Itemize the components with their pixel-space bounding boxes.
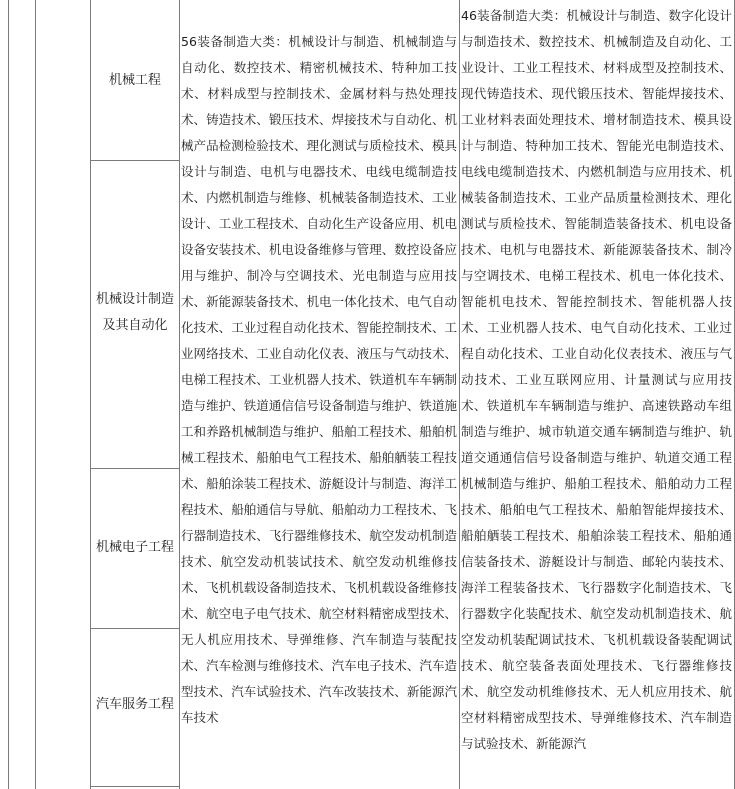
table-border xyxy=(35,0,36,789)
row-divider xyxy=(90,468,180,469)
major-mechanical-design: 机械设计制造及其自动化 xyxy=(95,292,174,333)
new-catalog-text: 46装备制造大类：机械设计与制造、数字化设计与制造技术、数控技术、机械制造及自动化、工业设计、工业工程技术、材料成型及控制技术、现代铸造技术、现代锻压技术、智能焊接技术、工业材料表面处理技术、增材制造技术、模具设计与制造、特种加工技术、智能光电制造技术、电线电缆制造技术、内燃机制造与应用技术、机械装备制造技术、工业产品质量检测技术、理化测试与质检技术、智能制造装备技术、机电设备技术、电机与电器技术、新能源装备技术、制冷与空调技术、电梯工程技术、机电一体化技术、智能机电技术、智能控制技术、智能机器人技术、工业机器人技术、电气自动化技术、工业过程自动化技术、工业自动化仪表技术、液压与气动技术、工业互联网应用、计量测试与应用技术、铁道机车车辆制造与维护、高速铁路动车组制造与维护、城市轨道交通车辆制造与维护、轨道交通通信信号设备制造与维护、轨道交通工程机械制造与维护、船舶工程技术、船舶动力工程技术、船舶电气工程技术、船舶智能焊接技术、船舶舾装工程技术、船舶涂装工程技术、船舶通信装备技术、游艇设计与制造、邮轮内装技术、海洋工程装备技术、飞行器数字化制造技术、飞行器数字化装配技术、航空发动机制造技术、航空发动机装配调试技术、飞机机载设备装配调试技术、航空装备表面处理技术、飞行器维修技术、航空发动机维修技术、无人机应用技术、航空材料精密成型技术、导弹维修技术、汽车制造与试验技术、新能源汽 xyxy=(461,8,732,751)
row-divider xyxy=(90,160,180,161)
row-divider xyxy=(90,628,180,629)
table-border xyxy=(90,0,91,789)
major-auto-service: 汽车服务工程 xyxy=(95,697,174,712)
table-border xyxy=(179,0,180,789)
row-divider xyxy=(90,786,180,787)
major-mechanical-engineering: 机械工程 xyxy=(108,73,161,88)
table-border xyxy=(8,0,9,789)
table-border xyxy=(459,0,460,789)
old-catalog-text: 56装备制造大类：机械设计与制造、机械制造与自动化、数控技术、精密机械技术、特种加工技术、材料成型与控制技术、金属材料与热处理技术、铸造技术、锻压技术、焊接技术与自动化、机械产品检测检验技术、理化测试与质检技术、模具设计与制造、电机与电器技术、电线电缆制造技术、内燃机制造与维修、机械装备制造技术、工业设计、工业工程技术、自动化生产设备应用、机电设备安装技术、机电设备维修与管理、数控设备应用与维护、制冷与空调技术、光电制造与应用技术、新能源装备技术、机电一体化技术、电气自动化技术、工业过程自动化技术、智能控制技术、工业网络技术、工业自动化仪表、液压与气动技术、电梯工程技术、工业机器人技术、铁道机车车辆制造与维护、铁道通信信号设备制造与维护、铁道施工和养路机械制造与维护、船舶工程技术、船舶机械工程技术、船舶电气工程技术、船舶舾装工程技术、船舶涂装工程技术、游艇设计与制造、海洋工程技术、船舶通信与导航、船舶动力工程技术、飞行器制造技术、飞行器维修技术、航空发动机制造技术、航空发动机装试技术、航空发动机维修技术、飞机机载设备制造技术、飞机机载设备维修技术、航空电子电气技术、航空材料精密成型技术、无人机应用技术、导弹维修、汽车制造与装配技术、汽车检测与维修技术、汽车电子技术、汽车造型技术、汽车试验技术、汽车改装技术、新能源汽车技术 xyxy=(181,34,457,725)
major-mechatronics: 机械电子工程 xyxy=(95,540,174,555)
